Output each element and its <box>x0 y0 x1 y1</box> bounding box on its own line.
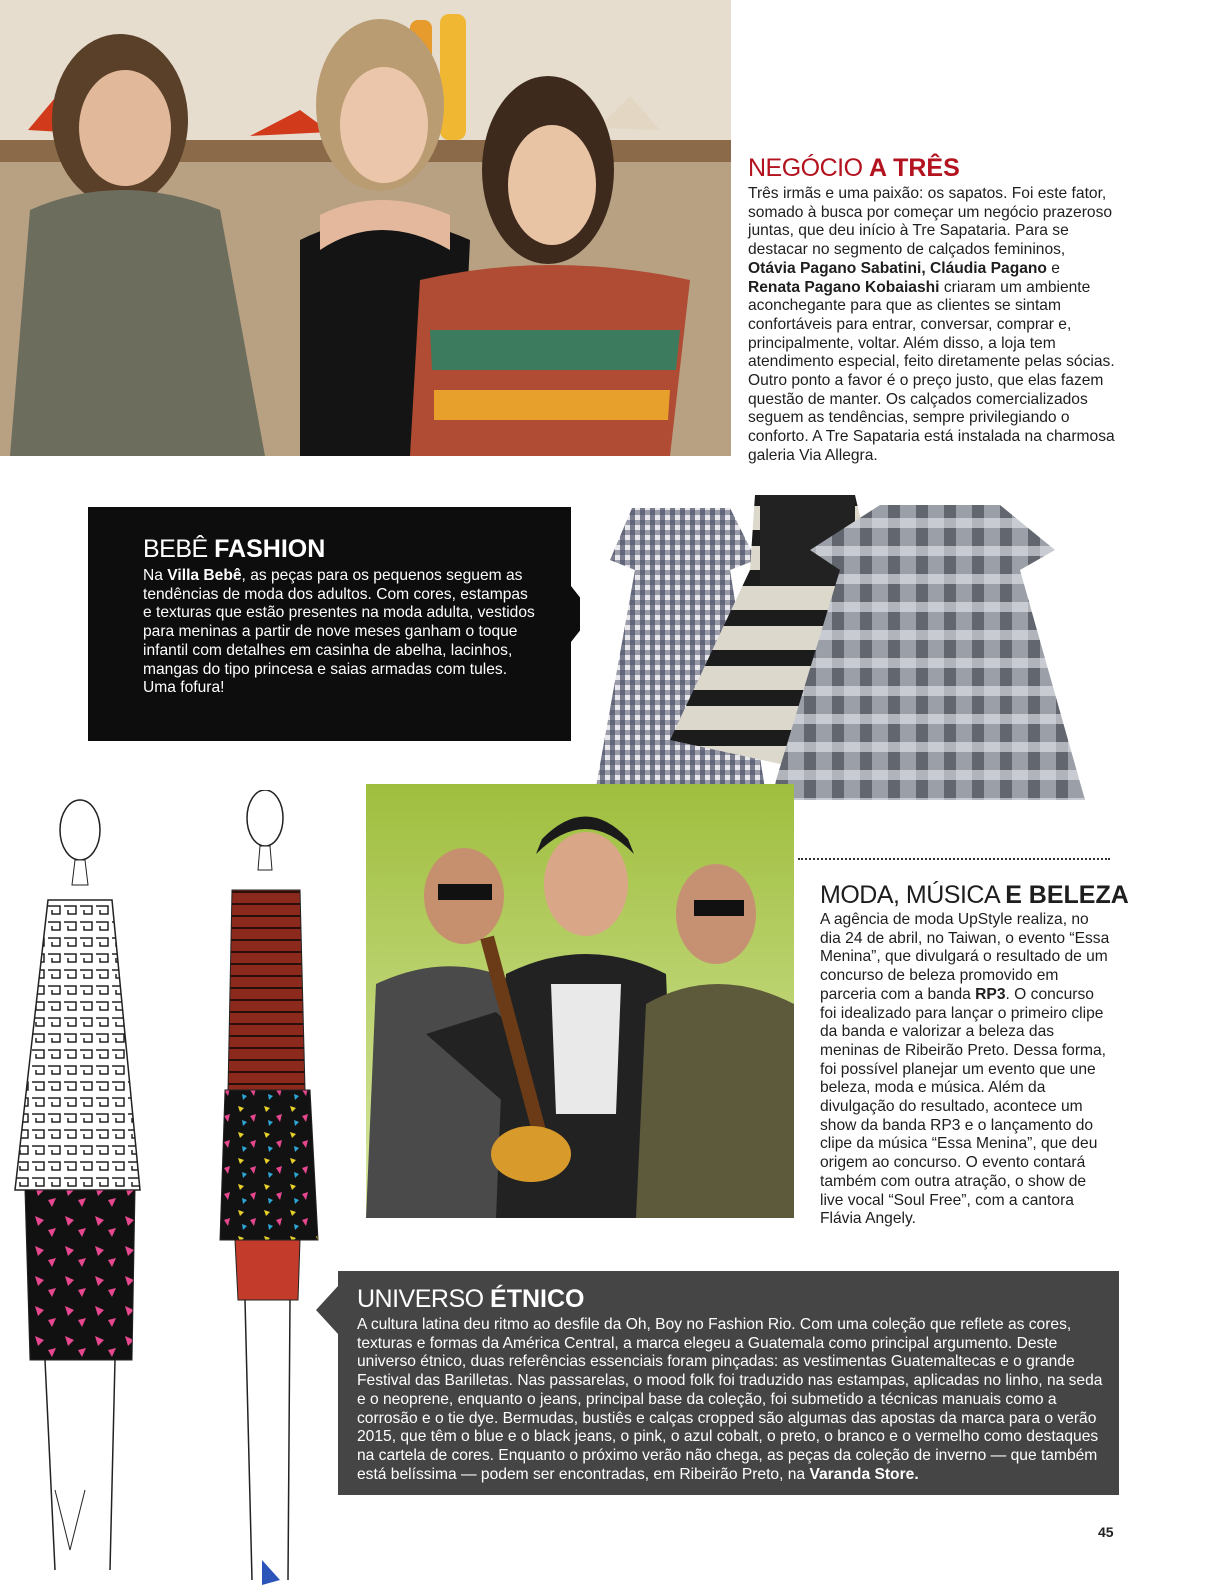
moda-body <box>820 911 1112 1229</box>
negocio-body <box>748 185 1115 466</box>
negocio-title-bold: A TRÊS <box>869 154 960 182</box>
bebe-title-bold: FASHION <box>214 535 326 563</box>
negocio-names-1: Otávia Pagano Sabatini, Cláudia Pagano <box>748 259 1047 277</box>
negocio-text-3: criaram um ambiente aconchegante para que as clientes se sintam confortáveis para entrar, conversar, comprar e, principalmente, voltar. Além disso, a loja tem atendimento especial, feito diretamente pelas sócias. Outro ponto a favor é o preço justo, que elas fazem questão de manter. Os calçados comercializados seguem as tendências, sempre privilegiando o conforto. A Tre Sapataria está instalada na charmosa galeria Via Allegra. <box>748 278 1115 464</box>
moda-band: RP3 <box>975 985 1006 1003</box>
etnico-box-pointer <box>316 1286 338 1334</box>
negocio-title <box>748 154 960 183</box>
negocio-text-1: Três irmãs e uma paixão: os sapatos. Foi este fator, somado à busca por começar um negócio prazeroso juntas, que deu início à Tre Sapataria. Para se destacar no segmento de calçados femininos, <box>748 185 1113 259</box>
moda-title <box>820 881 1129 910</box>
etnico-title-light: UNIVERSO <box>357 1285 491 1313</box>
photo-band-rp3 <box>366 784 794 1218</box>
etnico-title-bold: ÉTNICO <box>490 1285 585 1313</box>
moda-text-1: A agência de moda UpStyle realiza, no dia 24 de abril, no Taiwan, o evento “Essa Menina”, que divulgará o resultado de um concurso de beleza promovido em parceria com a banda <box>820 911 1110 1003</box>
etnico-body <box>357 1316 1107 1484</box>
bebe-title <box>143 535 325 564</box>
illustration-fashion-sketches <box>0 790 340 1595</box>
page-number: 45 <box>1098 1524 1114 1540</box>
photo-sisters <box>0 0 731 456</box>
bebe-body <box>143 567 538 698</box>
etnico-title <box>357 1285 584 1314</box>
bebe-brand: Villa Bebê <box>167 567 242 584</box>
bebe-text-2: , as peças para os pequenos seguem as tendências de moda dos adultos. Com cores, estampas e texturas que estão presentes na moda adulta, vestidos para meninas a partir de nove meses ganham o toque infantil com detalhes em casinha de abelha, lacinhos, mangas do tipo princesa e saias armadas com tules. Uma fofura! <box>143 567 535 697</box>
etnico-store: Varanda Store. <box>809 1465 919 1483</box>
negocio-names-2: Renata Pagano Kobaiashi <box>748 278 940 296</box>
moda-title-bold: E BELEZA <box>1005 881 1129 909</box>
moda-text-2: . O concurso foi idealizado para lançar o primeiro clipe da banda e valorizar a beleza das meninas de Ribeirão Preto. Dessa forma, foi possível planejar um evento que une beleza, moda e música. Além da divulgação do resultado, acontece um show da banda RP3 e o lançamento do clipe da música “Essa Menina”, que deu origem ao concurso. O evento contará também com outra atração, o show de live vocal “Soul Free”, com a cantora Flávia Angely. <box>820 985 1107 1228</box>
negocio-text-2: e <box>1046 259 1060 277</box>
etnico-text-1: A cultura latina deu ritmo ao desfile da Oh, Boy no Fashion Rio. Com uma coleção que reflete as cores, texturas e formas da América Central, a marca elegeu a Guatemala como principal argumento. Deste universo étnico, duas referências essenciais foram pinçadas: as vestimentas Guatemaltecas e o grande Festival das Barilletas. Nas passarelas, o mood folk foi traduzido nas estampas, aplicadas no linho, na seda e o neoprene, enquanto o jeans, principal base da coleção, foi submetido a técnicas manuais como a corrosão e o tie dye. Bermudas, bustiês e calças cropped são algumas das apostas da marca para o verão 2015, que têm o blue e o black jeans, o pink, o azul cobalt, o preto, o branco e o vermelho como destaques na cartela de cores. Enquanto o próximo verão não chega, as peças da coleção de inverno — que também está belíssima — podem ser encontradas, em Ribeirão Preto, na <box>357 1316 1103 1483</box>
moda-divider <box>798 858 1110 860</box>
moda-title-light: MODA, MÚSICA <box>820 881 1006 909</box>
negocio-title-light: NEGÓCIO <box>748 154 870 182</box>
bebe-text-1: Na <box>143 567 168 584</box>
bebe-title-light: BEBÊ <box>143 535 215 563</box>
